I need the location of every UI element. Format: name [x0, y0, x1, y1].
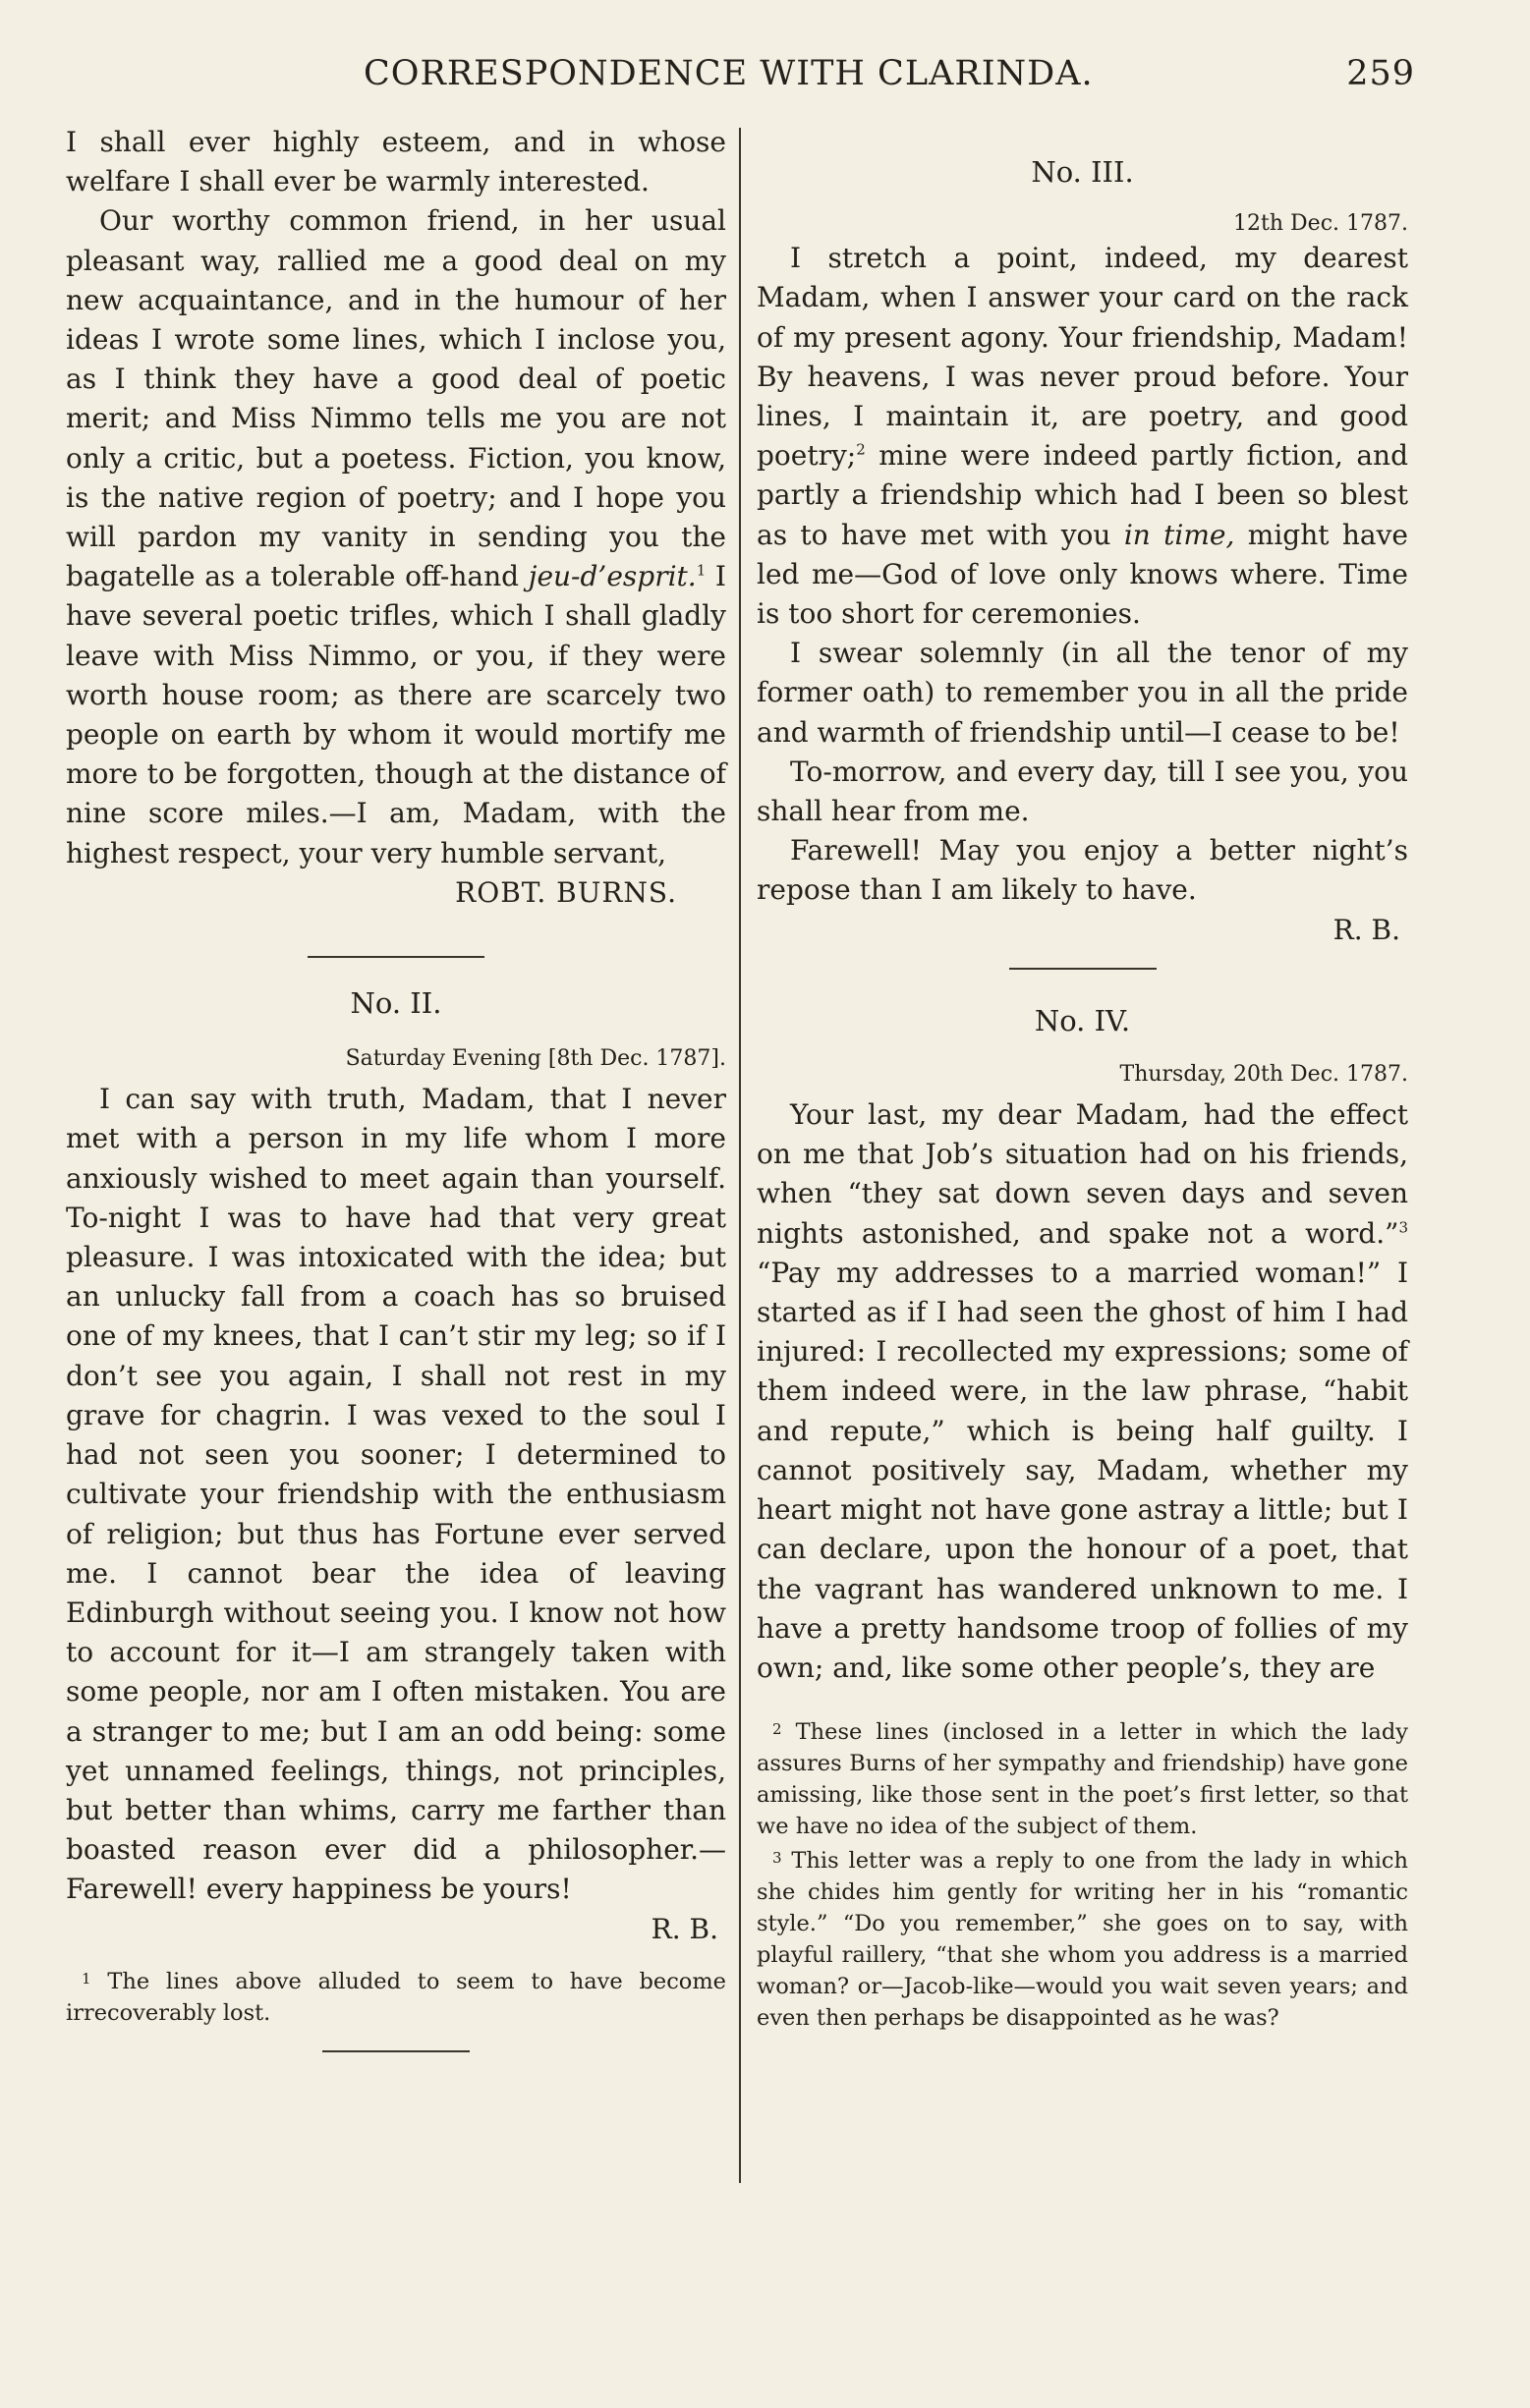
section-rule: [322, 2050, 470, 2052]
footnote-ref: 2: [856, 440, 866, 459]
footnote-mark: 1: [82, 1969, 91, 1988]
footnote: $^2$ These lines (inclosed in a letter in which the lady assures Burns of her sympathy and friendship) have gone amissing, like those sent in the poet’s first letter, so that we have no idea of the subject of them.: [757, 1719, 1408, 1840]
signature: ROBT. BURNS.: [455, 875, 677, 909]
signature: R. B.: [1332, 913, 1400, 946]
paragraph: I stretch a point, indeed, my dearest Madam, when I answer your card on the rack of my present agony. Your friendship, Madam! By heavens, I was never proud before. Your lines, I maintain it, are poetry, and good poetry;$^2$ mine were indeed partly fiction, and partly a friendship which had I been so blest as to have met with you in time, might have led me—God of love only knows where. Time is too short for ceremonies.: [757, 242, 1408, 631]
footnote: $^3$ This letter was a reply to one from the lady in which she chides him gently for writing her in his “romantic style.” “Do you remember,” she goes on to say, with playful raillery, “that she whom you address is a married woman? or—Jacob-like—would you wait seven years; and even then perhaps be disappointed as he was?: [757, 1848, 1408, 2032]
footnote: $^1$ The lines above alluded to seem to have become irrecoverably lost.: [66, 1968, 726, 2026]
letter-date: Saturday Evening [8th Dec. 1787].: [345, 1046, 726, 1072]
letter-heading: No. II.: [350, 986, 442, 1021]
column-divider: [739, 128, 741, 2183]
italic-text: in time,: [1123, 518, 1235, 551]
page-number: 259: [1346, 54, 1415, 93]
running-header: [364, 54, 1415, 103]
left-column: [66, 123, 726, 2052]
paragraph: To-morrow, and every day, till I see you, you shall hear from me.: [757, 755, 1408, 828]
signature: R. B.: [651, 1912, 718, 1945]
footnote-ref: 1: [696, 561, 707, 580]
footnote-ref: 3: [1398, 1218, 1408, 1237]
right-column: [757, 123, 1408, 2034]
footnote-mark: 3: [772, 1849, 782, 1868]
paragraph: I shall ever highly esteem, and in whose welfare I shall ever be warmly interested.: [66, 126, 726, 198]
letter-date: Thursday, 20th Dec. 1787.: [1119, 1062, 1408, 1088]
running-title: CORRESPONDENCE WITH CLARINDA.: [364, 54, 1094, 93]
footnote-mark: 2: [772, 1720, 782, 1739]
letter-body: Your last, my dear Madam, had the effect on me that Job’s situation had on his friends, when “they sat down seven days and seven nights astonished, and spake not a word.”$^3$ “Pay my addresses to a married woman!” I started as if I had seen the ghost of him I had injured: I recollected my expressions; some of them indeed were, in the law phrase, “habit and repute,” which is being half guilty. I cannot positively say, Madam, whether my heart might not have gone astray a little; but I can declare, upon the honour of a poet, that the vagrant has wandered unknown to me. I have a pretty handsome troop of follies of my own; and, like some other people’s, they are: [757, 1098, 1408, 1684]
letter-heading: No. III.: [1031, 155, 1134, 189]
italic-text: jeu-d’esprit.: [528, 560, 697, 593]
paragraph: Our worthy common friend, in her usual pleasant way, rallied me a good deal on my new acquaintance, and in the humour of her ideas I wrote some lines, which I inclose you, as I think they have a good deal of poetic merit; and Miss Nimmo tells me you are not only a critic, but a poetess. Fiction, you know, is the native region of poetry; and I hope you will pardon my vanity in sending you the bagatelle as a tolerable off-hand jeu-d’esprit.$^1$ I have several poetic trifles, which I shall gladly leave with Miss Nimmo, or you, if they were worth house room; as there are scarcely two people on earth by whom it would mortify me more to be forgotten, though at the distance of nine score miles.—I am, Madam, with the highest respect, your very humble servant,: [66, 204, 726, 869]
letter-body: I can say with truth, Madam, that I never met with a person in my life whom I more anxiously wished to meet again than yourself. To-night I was to have had that very great pleasure. I was intoxicated with the idea; but an unlucky fall from a coach has so bruised one of my knees, that I can’t stir my leg; so if I don’t see you again, I shall not rest in my grave for chagrin. I was vexed to the soul I had not seen you sooner; I determined to cultivate your friendship with the enthusiasm of religion; but thus has Fortune ever served me. I cannot bear the idea of leaving Edinburgh without seeing you. I know not how to account for it—I am strangely taken with some people, nor am I often mistaken. You are a stranger to me; but I am an odd being: some yet unnamed feelings, things, not principles, but better than whims, carry me farther than boasted reason ever did a philosopher.—Farewell! every happiness be yours!: [66, 1083, 726, 1906]
letter-date: 12th Dec. 1787.: [1233, 211, 1408, 237]
paragraph: Farewell! May you enjoy a better night’s repose than I am likely to have.: [757, 834, 1408, 907]
paragraph: I swear solemnly (in all the tenor of my former oath) to remember you in all the pride and warmth of friendship until—I cease to be!: [757, 637, 1408, 749]
letter-heading: No. IV.: [1034, 1003, 1131, 1037]
